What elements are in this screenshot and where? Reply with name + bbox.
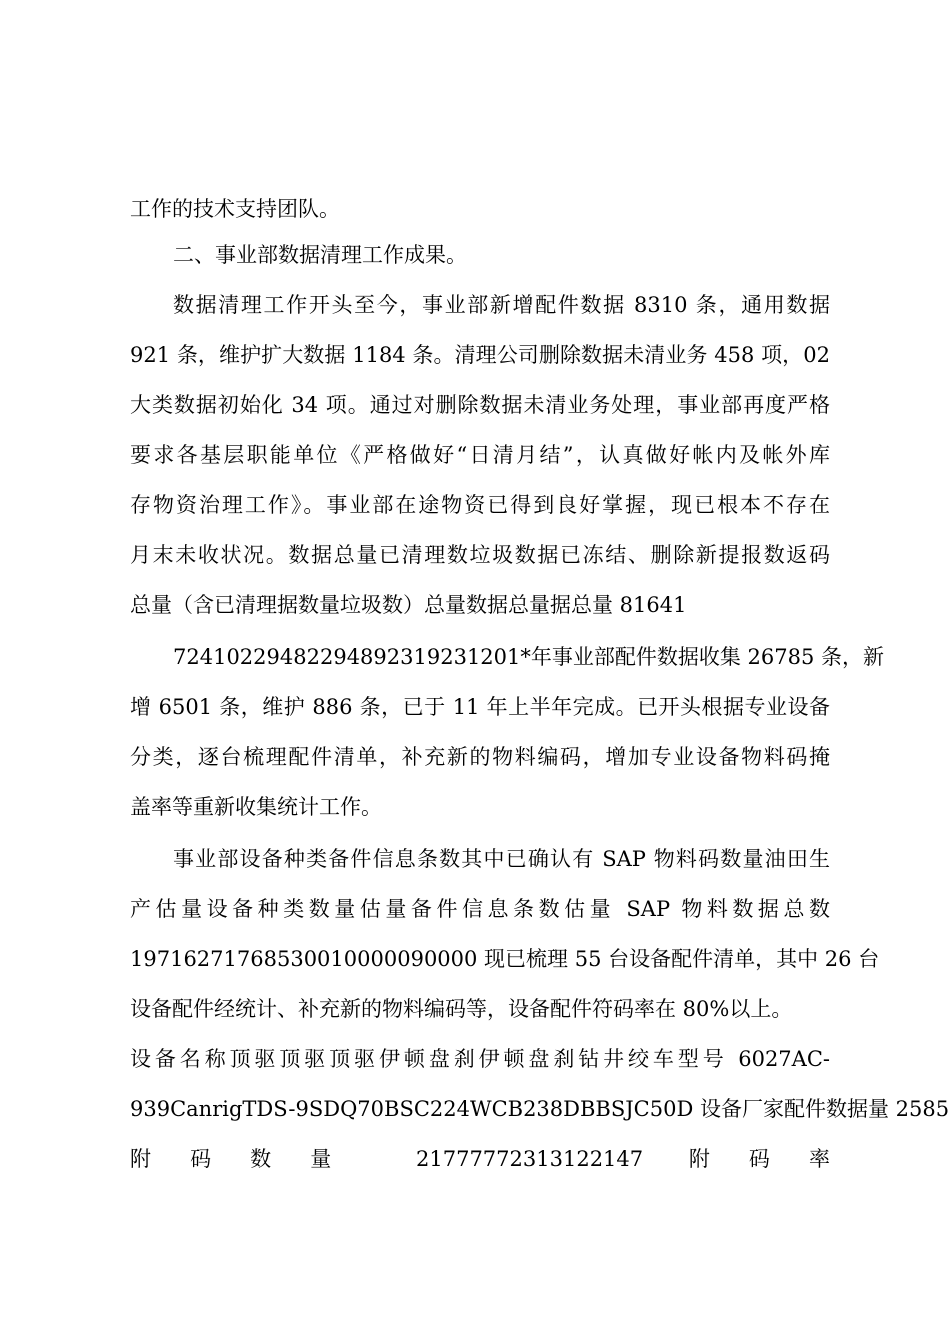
paragraph-line: 增 6501 条，维护 886 条，已于 11 年上半年完成。已开头根据专业设备 xyxy=(130,695,830,719)
paragraph-line: 7241022948229489231923​1201*年事业部配件数据收集 26785 条，新 xyxy=(173,645,885,669)
section-heading: 二、事业部数据清理工作成果。 xyxy=(173,243,467,267)
paragraph-line: 存物资治理工作》。事业部在途物资已得到良好掌握，现已根本不存在 xyxy=(130,493,830,517)
paragraph-line: 事业部设备种类备件信息条数其中已确认有 SAP 物料码数量油田生 xyxy=(173,847,830,871)
paragraph-line: 19716271768530010000090000 现已梳理 55 台设备配件清单，其中 26 台 xyxy=(130,947,880,971)
paragraph-line: 要求各基层职能单位《严格做好“日清月结”，认真做好帐内及帐外库 xyxy=(130,443,830,467)
paragraph-line: 大类数据初始化 34 项。通过对删除数据未清业务处理，事业部再度严格 xyxy=(130,393,830,417)
paragraph-line: 盖率等重新收集统计工作。 xyxy=(130,795,382,819)
paragraph-line: 总量（含已清理据数量垃圾数）总量数据总量据总量 81641 xyxy=(130,593,687,617)
paragraph-line: 设备名称顶驱顶驱顶驱伊顿盘刹伊顿盘刹钻井绞车型号 6027AC- xyxy=(130,1047,830,1071)
paragraph-line: 产估量设备种类数量估量备件信息条数估量 SAP 物料数据总数 xyxy=(130,897,830,921)
paragraph-line: 921 条，维护扩大数据 1184 条。清理公司删除数据未清业务 458 项，02 xyxy=(130,343,830,367)
paragraph-line: 分类，逐台梳理配件清单，补充新的物料编码，增加专业设备物料码掩 xyxy=(130,745,830,769)
paragraph-line: 月末未收状况。数据总量已清理数垃圾数据已冻结、删除新提报数返码 xyxy=(130,543,830,567)
paragraph-line: 设备配件经统计、补充新的物料编码等，设备配件符码率在 80%以上。 xyxy=(130,997,793,1021)
paragraph-line: 附码数量 21777772313122147 附码率 xyxy=(130,1147,830,1171)
paragraph-line: 工作的技术支持团队。 xyxy=(130,197,340,221)
paragraph-line: 数据清理工作开头至今，事业部新增配件数据 8310 条，通用数据 xyxy=(173,293,830,317)
paragraph-line: 939CanrigTDS-9SDQ70BSC224WCB238DBBSJC50D 设备厂家配件数据量 2585 xyxy=(130,1097,950,1121)
